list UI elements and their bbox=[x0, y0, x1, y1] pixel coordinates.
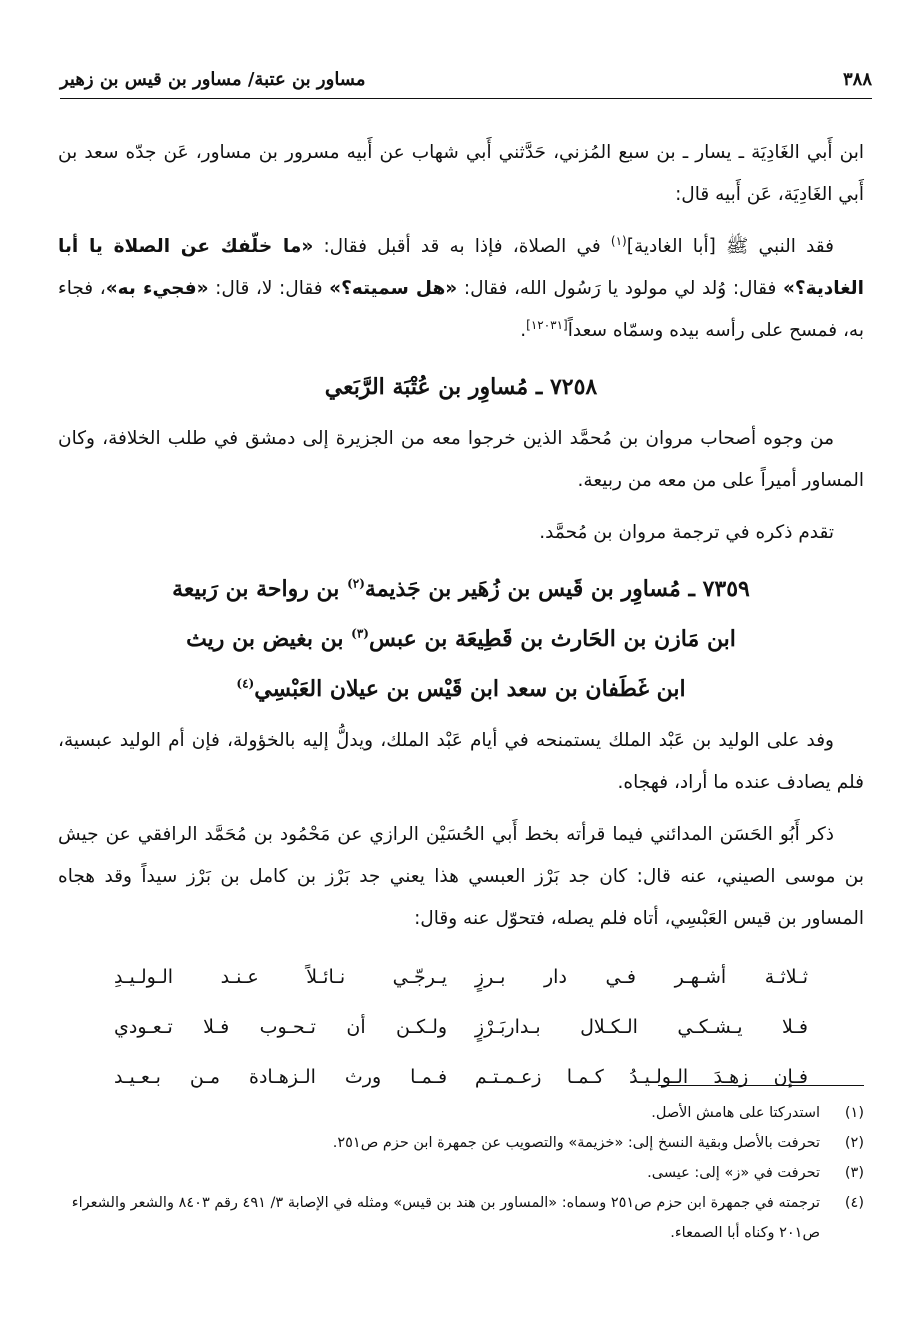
header-rule bbox=[60, 98, 872, 99]
running-head bbox=[60, 62, 872, 96]
running-title: مساور بن عتبة/ مساور بن قيس بن زهير bbox=[60, 68, 366, 90]
footnote-text: ترجمته في جمهرة ابن حزم ص٢٥١ وسماه: «المساور بن هند بن قيس» ومثله في الإصابة ٣/ ٤٩١ رقم ٨٤٠٣ والشعر والشعراء ص٢٠١ وكناه أبا الصمعاء. bbox=[71, 1195, 820, 1241]
paragraph-bio-7359: وفد على الوليد بن عَبْد الملك يستمنحه في أيام عَبْد الملك، ويدلُّ إليه بالخؤولة، فإن أم الوليد عبسية، فلم يصادف عنده ما أراد، فهجاه. bbox=[58, 730, 864, 793]
paragraph-hadith bbox=[58, 226, 864, 352]
entry-heading-7258: ٧٢٥٨ ـ مُساوِر بن عُتْبَة الرَّبَعي bbox=[324, 374, 598, 400]
page-number: ٣٨٨ bbox=[842, 68, 872, 90]
manuscript-ref: [١٢٠٣١] bbox=[526, 317, 568, 332]
poem-verse bbox=[114, 952, 808, 1002]
hadith-text-mid3: فقال: لا، قال: bbox=[208, 278, 330, 299]
verse-second-hemistich: يـرجّـي نـائـلاً عـنـد الـولـيـدِ bbox=[114, 966, 448, 988]
heading-text: بن رواحة بن رَبيعة bbox=[172, 576, 348, 602]
hadith-quote-2: «هل سميته؟» bbox=[329, 278, 458, 299]
footnote-text: تحرفت في «ز» إلى: عيسى. bbox=[647, 1165, 820, 1181]
heading-text: بن بغيض بن ريث bbox=[186, 626, 352, 652]
footnote-separator bbox=[658, 1085, 864, 1086]
paragraph-isnad: ابن أَبي الغَادِيَة ـ يسار ـ بن سبع المُزني، حَدَّثني أَبي شهاب عن أَبيه مسرور بن مساور، عَن جدّه سعد بن أَبي الغَادِيَة، عَن أَبيه قال: bbox=[58, 142, 864, 205]
poem-verse bbox=[114, 1002, 808, 1052]
footnote-item bbox=[60, 1128, 864, 1158]
hadith-quote-3: «فجيء به» bbox=[105, 278, 209, 299]
paragraph-cross-ref: تقدم ذكره في ترجمة مروان بن مُحمَّد. bbox=[539, 522, 834, 543]
heading-text: ابن غَطَفان بن سعد ابن قَيْس بن عيلان العَبْسِي bbox=[254, 676, 686, 702]
paragraph-bio-7258: من وجوه أصحاب مروان بن مُحمَّد الذين خرجوا معه من الجزيرة إلى دمشق في طلب الخلافة، وكان المساور أميراً على من معه من ربيعة. bbox=[58, 428, 864, 491]
footnote-item bbox=[60, 1158, 864, 1188]
heading-text: ٧٣٥٩ ـ مُساوِر بن قَيس بن زُهَير بن جَذيمة bbox=[364, 576, 750, 602]
verse-second-hemistich: فـمـا ورث الـزهـادة مـن بـعـيـد bbox=[114, 1066, 448, 1088]
footnote-ref-2[interactable]: (٢) bbox=[347, 576, 365, 591]
hadith-quote-1: «ما خلّفك عن الصلاة يا أبا الغادية؟» bbox=[58, 236, 864, 299]
footnote-ref-3[interactable]: (٣) bbox=[351, 626, 369, 641]
heading-text: ابن مَازن بن الحَارث بن قَطِيعَة بن عبس bbox=[368, 626, 736, 652]
entry-heading-line-2 bbox=[58, 614, 864, 664]
poem bbox=[114, 952, 808, 1102]
main-text bbox=[58, 132, 864, 1102]
footnote-number: (٣) bbox=[844, 1165, 864, 1181]
footnotes bbox=[60, 1098, 864, 1248]
footnote-number: (٢) bbox=[844, 1135, 864, 1151]
verse-first-hemistich: فـلا يـشـكـي الـكـلال بـداربَـرْزٍ bbox=[474, 1016, 808, 1038]
verse-first-hemistich: ثـلاثـة أشـهـر فـي دار بـرزٍ bbox=[474, 966, 808, 988]
hadith-text-mid1: في الصلاة، فإذا به قد أقبل فقال: bbox=[313, 236, 611, 257]
poem-verse bbox=[114, 1052, 808, 1102]
footnote-text: استدركتا على هامش الأصل. bbox=[651, 1105, 820, 1121]
entry-heading-line-1 bbox=[58, 564, 864, 614]
footnote-text: تحرفت بالأصل وبقية النسخ إلى: «خزيمة» والتصويب عن جمهرة ابن حزم ص٢٥١. bbox=[332, 1135, 820, 1151]
footnote-ref-4[interactable]: (٤) bbox=[236, 676, 255, 691]
footnote-ref-1[interactable]: (١) bbox=[610, 233, 627, 248]
footnote-item bbox=[60, 1188, 864, 1248]
hadith-period: . bbox=[520, 320, 527, 341]
footnote-number: (٤) bbox=[844, 1195, 864, 1211]
entry-heading-7359 bbox=[58, 564, 864, 714]
verse-first-hemistich: فـإن زهـدَ الـولـيـدُ كـمـا زعـمـتـم bbox=[474, 1066, 808, 1088]
verse-second-hemistich: ولـكـن أن تـحـوب فـلا تـعـودي bbox=[114, 1016, 448, 1038]
paragraph-narration: ذكر أَبُو الحَسَن المدائني فيما قرأته بخط أَبي الحُسَيْن الرازي عن مَحْمُود بن مُحَمَّد الرافقي عن جيش بن موسى الصيني، عنه قال: كان جد بَرْز العبسي هذا يعني جد بَرْز بن كامل بن بَرْز سيداً وقد هجاه المساور بن قيس العَبْسِي، أتاه فلم يصله، فتحوّل عنه وقال: bbox=[58, 824, 864, 929]
footnote-number: (١) bbox=[844, 1105, 864, 1121]
hadith-text-start: فقد النبي ﷺ [أبا الغادية] bbox=[626, 236, 834, 257]
entry-heading-line-3 bbox=[58, 664, 864, 714]
footnote-item bbox=[60, 1098, 864, 1128]
hadith-text-end: ، فجاء به، فمسح على رأسه بيده وسمّاه سعداً bbox=[58, 278, 864, 341]
hadith-text-mid2: فقال: وُلد لي مولود يا رَسُول الله، فقال: bbox=[457, 278, 783, 299]
